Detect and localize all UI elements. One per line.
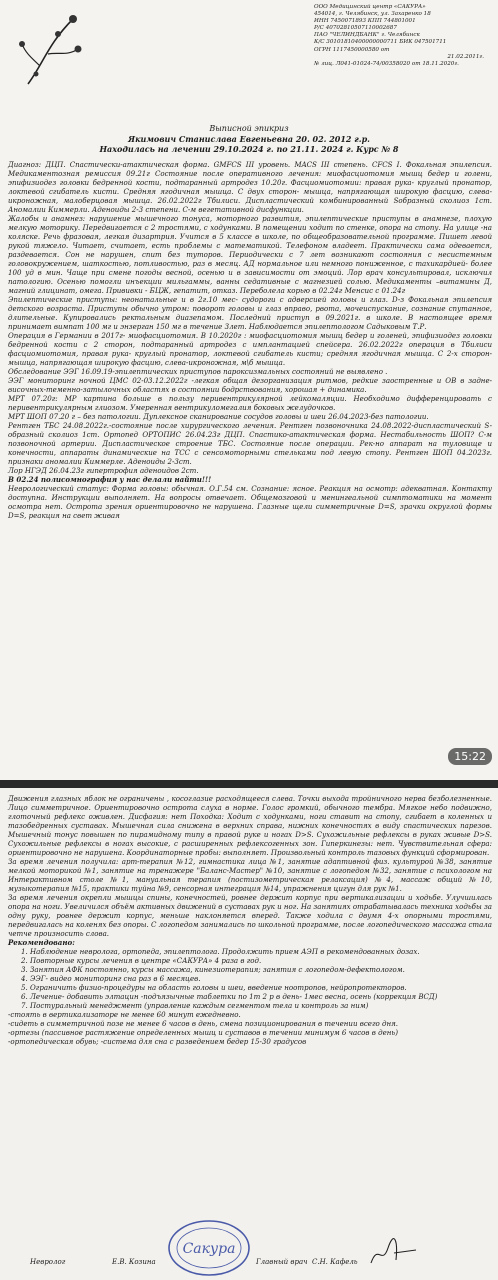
requisite-line: ПАО "ЧЕЛИНДБАНК" г. Челябинск [314,32,420,39]
tail-line: -сидеть в симметричной позе не менее 6 часов в день, смена позиционирования в течении всего дня. [8,1019,399,1028]
recommendation-item: 7. Постуральный менеджмент (управление каждым сегментом тела и контроль за ним) [30,1001,492,1010]
document-page-2 [0,788,498,1280]
recommendation-item: 1. Наблюдение невролога, ортопеда, эпилептолога. Продолжить прием АЭП в рекомендованных дозах. [30,947,492,956]
eeg-paragraph: Обследование ЭЭГ 16.09.19-эпилептических приступов пароксизмальных состояний не выявлено . [8,367,388,376]
document-title-block [0,124,498,154]
tail-line: -ортезы (пассивное растяжение определенных мышц и суставов в течении минимум 6 часов в день) [8,1028,398,1037]
neuro-status-continued: Движения глазных яблок не ограничены , косоглазие расходящееся слева. Точки выхода тройничного нерва безболезненные. Лицо симметричное. Ориентировочно острота слуха в норме. Голос громкий, обычного тембра. Мягкое небо подвижно, глоточный рефлекс оживлен. Дисфагия: нет Походка: Ходит с ходунками, ноги ставит на стопу, сгибает в коленных и тазобедренных суставах. Мышечная сила снижена в верхних справа, нижних конечностях в виду спастических парезов. Мышечный тонус повышен по пирамидному типу в правой руке и ногах D>S. Сухожильные рефлексы в руках живые D>S. Сухожильные рефлексы в ногах высокие, с расширенных рефлексогенных зон. Гиперкинезы: нет. Чувствительная сфера: ориентировочно не нарушена. Координаторные пробы: выполняет. Произвольный контроль тазовых функций сформирован. [8,794,492,857]
mri-paragraph: МРТ 07.20г: МР картина больше в пользу перивентрикулярной лейкомаляции. Необходимо дифференцировать с перивентрикулярным глиозом. Умеренная вентрикуломегалия боковых желудочков. [8,394,492,412]
sakura-branch-logo [18,4,88,94]
clinic-stamp-seal [166,1218,252,1278]
status-time-badge: 15:22 [448,748,492,765]
eeg-monitoring-paragraph: ЭЭГ мониторинг ночной ЦМС 02-03.12.2022г -легкая общая дезорганизация ритмов, редкие заостренные и ОВ в задне-височных-теменно-затылочных областях в состоянии бодрствования, хорошая + динамика. [8,376,492,394]
page1-body [8,160,492,520]
neurologist-name: Е.В. Козина [112,1258,156,1266]
ent-paragraph: Лор НГЭД 26.04.23г гипертрофия аденоидов 2ст. [8,466,199,475]
surgery-paragraph: Операция в Германии в 2017г- миофасциотомия. В 10.2020г : миофасциотомия мышц бедер и голеней, эпифизиодез головки бедренной кости с 2 сторон, подтаранный артродез с имплантацией спейсера. 26.02.2022г операция в Тбилиси фасциомиотомия, правая рука- круглый пронатор, локтевой сгибатель кисти; средняя ягодичная мышца. С 2-х сторон-мышца, напрягающая широкую фасцию, слева-икроножная, м\б мышца. [8,331,492,367]
recommendation-item: 3. Занятия АФК постоянно, курсы массажа, кинезиотерапия; занятия с логопедом-дефектологом. [30,965,492,974]
diagnosis-paragraph: Диагноз: ДЦП. Спастически-атактическая форма. GMFCS III уровень. MACS III cтепень. CFCS I. Фокальная эпилепсия. Медикаментозная ремиссия 09.21г Состояние после оперативного лечения: миофасциотомия мышц бедер и голени, эпифизиодез головки бедренной кости, подтаранный артродез 10.20г. Фасциомиотомии: правая рука- круглый пронатор, локтевой сгибатель кисти. Средняя ягодичная мышца. С двух сторон- мышца, напрягающая широкую фасцию, слева-икроножная, малоберцовая мышца. 26.02.2022г Тбилиси. Диспластический комбинированный Sобразный сколиоз 1ст. Аномалии Киммерли. Аденоиды 2-3 степени. С-м вегетативной дисфункции. [8,160,492,214]
recommendations-list [8,947,492,1010]
polysomnography-paragraph: В 02.24 полисомнография у нас делали найти!!! [8,475,212,484]
chief-name: С.Н. Кафель [312,1258,358,1266]
neuro-status-paragraph: Неврологический статус: Форма головы: обычная. О.Г.54 см. Сознание: ясное. Реакция на осмотр: адекватная. Контакту доступна. Инструкции выполняет. На вопросы отвечает. Общемозговой и менингеальной симптоматики на момент осмотра нет. Острота зрения ориентировочно не нарушена. Глазные щели симметричные D=S, зрачки округлой формы D=S, реакция на свет живая [8,484,492,520]
treatment-received: За время лечения получила: арт-терапия №12, гимнастика лица №1, занятие адаптивной физ. культурой №38, занятие мелкой моторикой №1, занятие на тренажере "Баланс-Мастер" №10, занятие с логопедом №32, занятие с психологом на Интерактивном столе №1, мануальная терапия (постизометрическая релаксация) №4, массаж общий №10, музыкотерапия №15, практики туйна №9, сенсорная интеграция №14, упражнения цигун для рук №1. [8,857,492,893]
requisite-line: К/С 30101810400000000711 БИК 047501711 [314,39,447,46]
page2-body [8,794,492,1046]
patient-line: Якимович Станислава Евгеньевна 20. 02. 2012 г.р. [128,134,370,144]
requisite-line: № лиц. Л041-01024-74/00358020 от 18.11.2020г. [314,60,459,67]
requisite-line: 21.02.2011г. [447,53,484,60]
requisite-line: ИНН 7450071893 КПП 744801001 [314,18,416,25]
tail-line: -ортопедическая обувь; -система для сна с разведением бедер 15-30 градусов [8,1037,307,1046]
requisite-line: 454014, г. Челябинск, ул. Захаренко 18 [314,11,431,18]
xray-paragraph: Рентген ТБС 24.08.2022г.-состояние после хирургического лечения. Рентген позвоночника 24.08.2022-диспластический S-образный сколиоз 1ст. Ортопед ОРТОПИС 26.04.23г ДЦП. Спастико-атактическая форма. Нестабильность ШОП? С-м позвоночной артерии. Диспластическое строение ТБС. Состояние после операции. Рек-но аппарат на туловище и конечности, аппараты динамические на ТСС с сенсомоторными стельками под левую стопу. Рентген ШОП 04.2023г. признаки аномалии Киммерле. Аденоиды 2-3ст. [8,421,492,466]
chief-signature-scribble [368,1238,418,1268]
chief-label: Главный врач [256,1258,308,1266]
recommendation-item: 5. Ограничить физио-процедуры на область головы и шеи, введение ноотропов, нейропротекторов. [30,983,492,992]
document-title: Выписной эпикриз [209,124,289,133]
requisite-line: Р/С 40702810507110002687 [314,25,397,32]
stay-line: Находилась на лечении 29.10.2024 г. по 21.11. 2024 г. Курс № 8 [99,144,399,154]
mri-spine-paragraph: МРТ ШОП 07.20 г – без патологии. Дуплексное сканирование сосудов головы и шеи 26.04.2023-без патологии. [8,412,429,421]
requisite-line: ОГРН 1117450000580 от [314,46,390,53]
recommendation-item: 6. Лечение- добавить элтацин -подъязычные таблетки по 1т 2 р в день- 1мес весна, осень (коррекция ВСД) [30,992,492,1001]
requisite-line: ООО Медицинский центр «САКУРА» [314,4,426,10]
tail-line: -стоять в вертикализаторе не менее 60 минут ежедневно. [8,1010,241,1019]
treatment-results: За время лечения окрепли мышцы спины, конечностей, ровнее держит корпус при вертикализации и ходьбе. Улучшилась опора на ноги. Увеличился объём активных движений в суставах рук и ног. На занятиях отрабатывалась техника ходьбы за одну руку, ровнее держит корпус, меньше наклоняется вперед. Также ходила с двумя 4-х опорными тростями, передвигалась на коленях без опоры. С логопедом занимались по школьной программе, после логопедического массажа стала четче произносить слова. [8,893,492,938]
complaints-paragraph: Жалобы и анамнез: нарушение мышечного тонуса, моторного развития, эпилептические приступы в анамнезе, плохую мелкую моторику. Передвигается с 2 тростями, с ходунками. В помещении ходит по стенке, опора на стопу. На улице -на коляске. Речь фразовая, легкая дизартрия. Учится в 5 классе в школе, по общеобразовательной программе. Пишет левой рукой тяжело. Читает, считает, есть проблемы с математикой. Телефоном владеет. Практически сама одевается, раздевается. Сон не нарушен, спит без туторов. Периодически с 7 лет возникают состояния с несистемным головокружением, шаткостью, потливостью, раз в месяц. АД нормальное или немного пониженное, с тахикардией- более 100 уд в мин. Чаще при смене погоды весной, осенью и в зависимости от эмоций. Лор врач консультировал, исключил патологию. Осенью помогли инъекции мильгаммы, ванны седативные с магнезией солью. Медикаменты –витамины Д, магний глицинат, омега. Прививки - БЦЖ, гепатит, отказ. Переболела корью в 02.24г Менсис с 01.24г [8,214,492,295]
recommendation-item: 4. ЭЭГ- видео мониторинг сна раз в 6 месяцев. [30,974,492,983]
clinic-requisites [314,4,484,68]
recommendation-item: 2. Повторные курсы лечения в центре «САКУРА» 4 раза в год. [30,956,492,965]
seizures-paragraph: Эпилептические приступы: неонатальные и в 2г.10 мес- судороги с адверсией головы и глаз. D-з Фокальная эпилепсия детского возраста. Приступы обычно утром: поворот головы и глаз вправо, рвота, мочеиспускание, сознание спутанное, длительные. Купировались ректальным диазепамом. Последний приступ в 09.2021г. в школе. В настоящее время принимает вимпат 100 мг и энзерган 150 мг в течение 3лет. Наблюдается эпилептологом Садыковым Т.Р. [8,295,492,331]
svg-text:Сакура: Сакура [182,1241,236,1257]
neurologist-label: Невролог [30,1258,66,1266]
recommendations-heading: Рекомендовано: [8,938,75,947]
